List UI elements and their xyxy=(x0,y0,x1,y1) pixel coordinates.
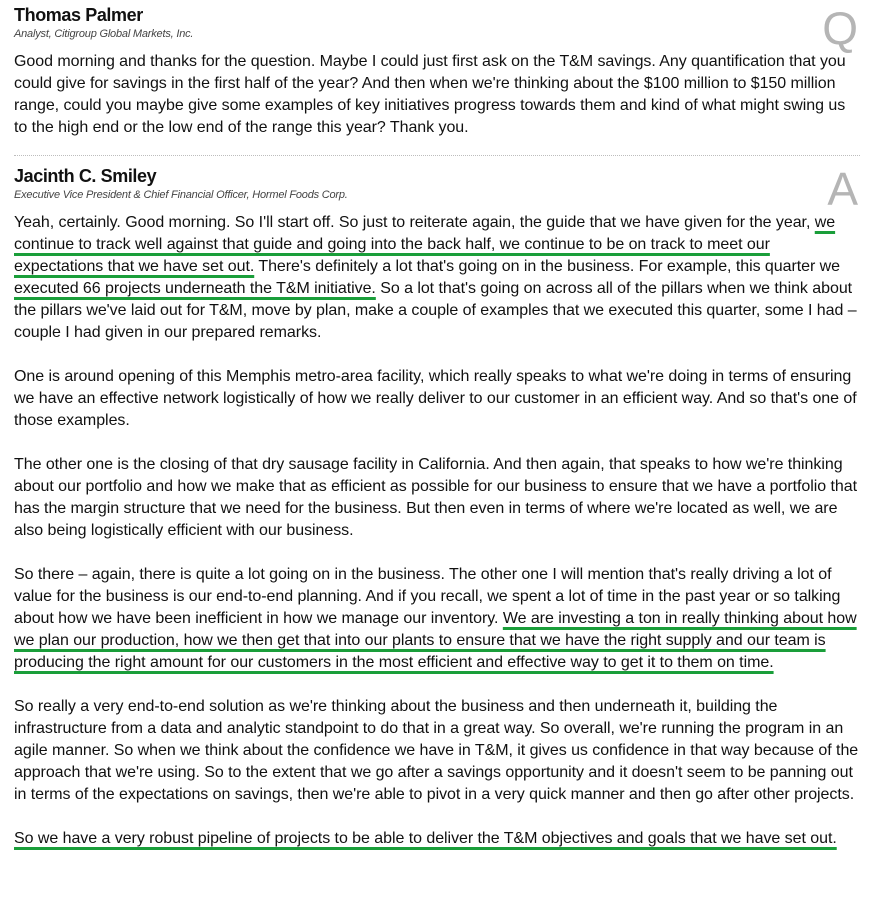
question-block xyxy=(14,2,860,139)
highlighted-text: So we have a very robust pipeline of projects to be able to deliver the T&M objectives and goals that we have set out. xyxy=(14,830,837,847)
answer-paragraph-2: One is around opening of this Memphis metro-area facility, which really speaks to what we're doing in terms of ensuring we have an effective network logistically of how we really deliver to our customer in an efficient way. And so that's one of those examples. xyxy=(14,368,857,429)
answer-text: So a lot that's going on across all of the pillars when we think about the pillars we've laid out for T&M, move by plan, make a couple of examples that we executed this quarter, some I had – couple I had given in our prepared remarks. xyxy=(14,280,857,341)
question-marker: Q xyxy=(822,2,858,54)
highlighted-text: we continue to track well against that guide and going into the back half, we continue to be on track to meet our expectations that we have set out. xyxy=(14,214,836,275)
answer-speaker-name: Jacinth C. Smiley xyxy=(14,166,157,186)
answer-speaker-title: Executive Vice President & Chief Financial Officer, Hormel Foods Corp. xyxy=(14,189,348,201)
answer-marker: A xyxy=(827,163,858,215)
answer-paragraph-4 xyxy=(14,564,860,674)
highlighted-text: We are investing a ton in really thinking about how we plan our production, how we then get that into our plants to ensure that we have the right supply and our team is producing the right amount for our customers in the most efficient and effective way to get it to them on time. xyxy=(14,610,857,671)
answer-block xyxy=(14,163,860,850)
answer-paragraph-1 xyxy=(14,212,860,344)
answer-paragraph-5: So really a very end-to-end solution as we're thinking about the business and then underneath it, building the infrastructure from a data and analytic standpoint to do that in a great way. So overall, we're running the program in an agile manner. So when we think about the confidence we have in T&M, it gives us confidence in that way because of the approach that we're using. So to the extent that we go after a savings opportunity and it doesn't seem to be panning out in terms of the expectations on savings, then we're able to pivot in a very quick manner and then go after other projects. xyxy=(14,698,859,803)
section-divider xyxy=(14,155,860,156)
answer-text: Yeah, certainly. Good morning. So I'll start off. So just to reiterate again, the guide that we have given for the year, xyxy=(14,214,815,231)
question-speaker-name: Thomas Palmer xyxy=(14,5,143,25)
question-text: Good morning and thanks for the question. Maybe I could just first ask on the T&M savings. Any quantification that you could give for savings in the first half of the year? And then when we're thinking about the $100 million to $150 million range, could you maybe give some examples of key initiatives progress towards them and kind of what might swing us to the high end or the low end of the range this year? Thank you. xyxy=(14,53,846,136)
highlighted-text: executed 66 projects underneath the T&M initiative. xyxy=(14,280,376,297)
answer-text: So there – again, there is quite a lot going on in the business. The other one I will mention that's really driving a lot of value for the business is our end-to-end planning. And if you recall, we spent a lot of time in the past year or so talking about how we have been inefficient in how we manage our inventory. xyxy=(14,566,841,627)
answer-paragraph-3: The other one is the closing of that dry sausage facility in California. And then again, that speaks to how we're thinking about our portfolio and how we make that as efficient as possible for our business to ensure that we have a portfolio that has the margin structure that we need for the business. But then even in terms of where we're located as well, we are also being logistically efficient with our business. xyxy=(14,456,858,539)
answer-paragraph-6 xyxy=(14,828,860,850)
answer-text: There's definitely a lot that's going on in the business. For example, this quarter we xyxy=(254,258,841,275)
question-speaker-title: Analyst, Citigroup Global Markets, Inc. xyxy=(14,28,194,40)
